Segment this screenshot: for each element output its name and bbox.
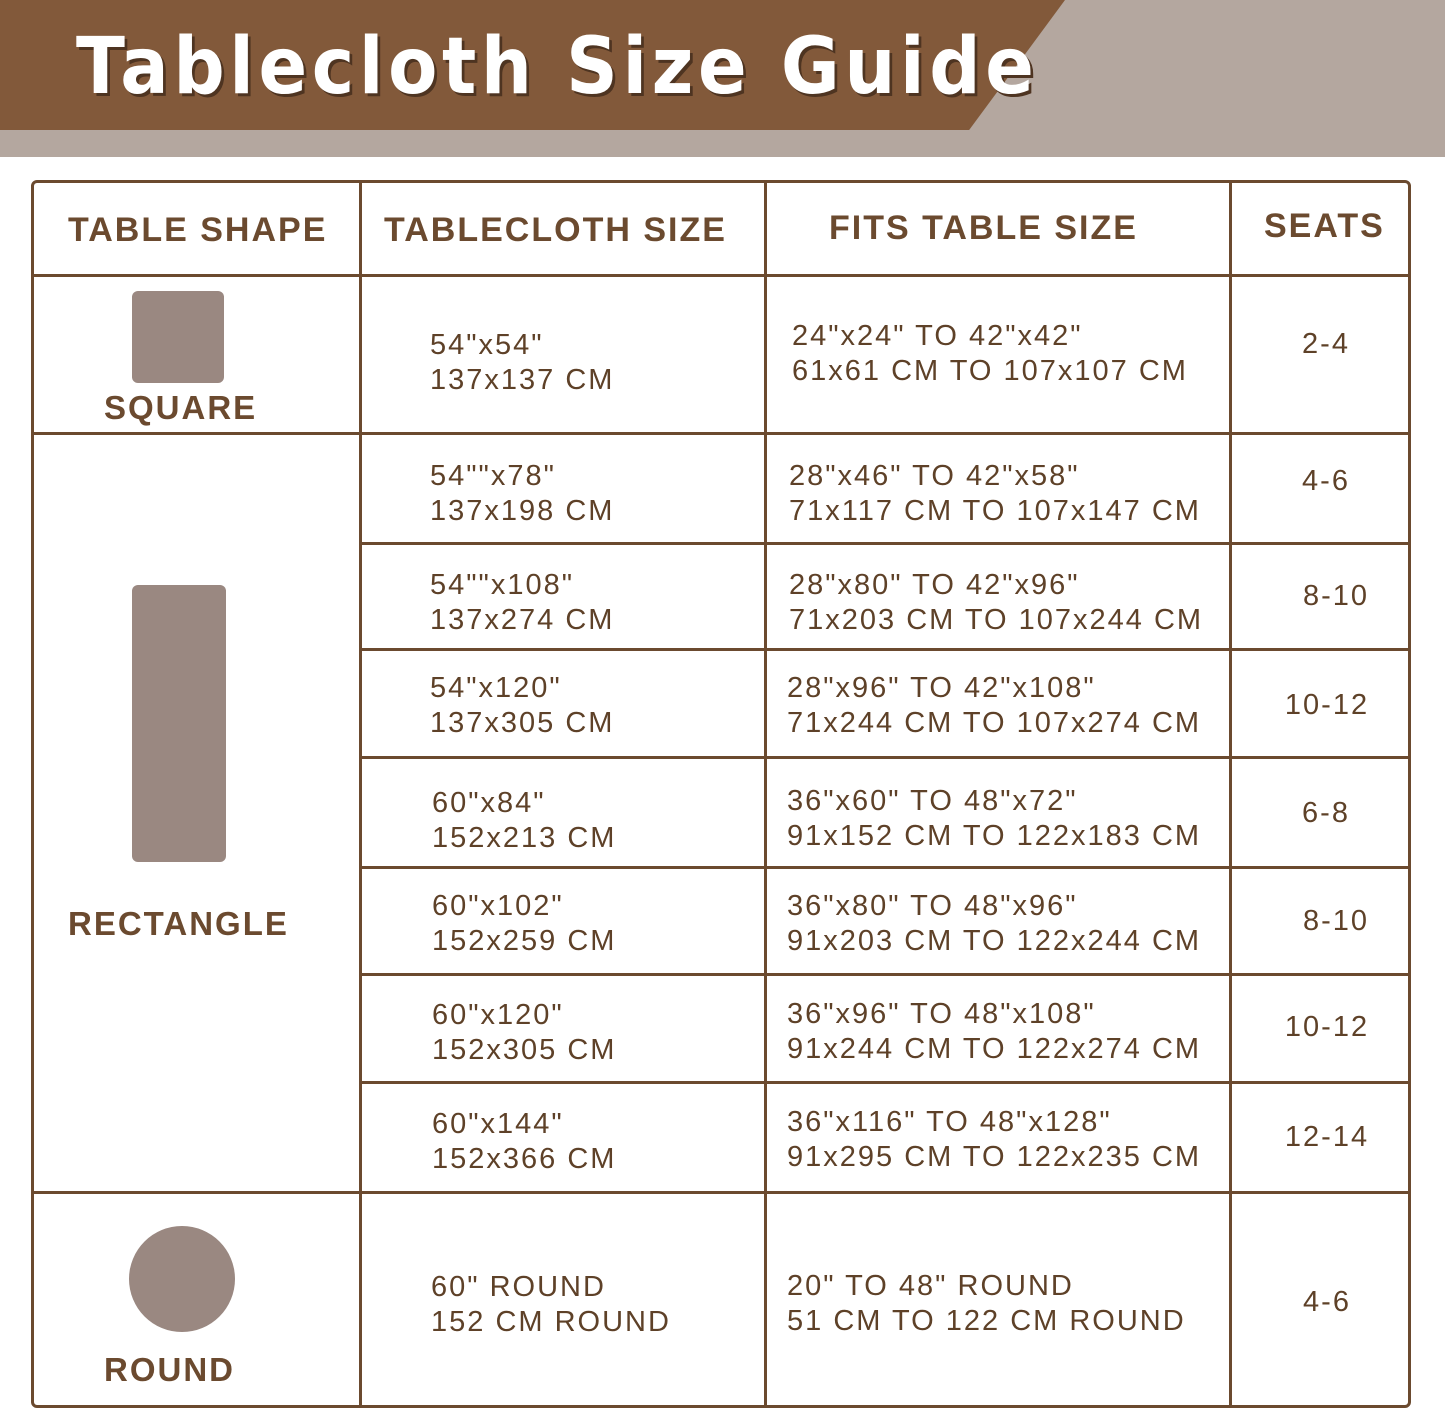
round-table-icon xyxy=(129,1226,235,1332)
row-divider xyxy=(359,866,1408,869)
tablecloth-size-inches: 60"x102" xyxy=(432,890,564,922)
table-row-7 xyxy=(432,1107,616,1177)
fits-size-cell xyxy=(787,671,1201,741)
fits-size-cm: 91x295 CM TO 122x235 CM xyxy=(787,1141,1202,1173)
table-row-0 xyxy=(430,328,614,398)
tablecloth-size-inches: 60" ROUND xyxy=(431,1271,606,1303)
seats-value: 10-12 xyxy=(1284,689,1370,721)
tablecloth-size-inches: 60"x120" xyxy=(432,999,564,1031)
tablecloth-size-cm: 152x259 CM xyxy=(432,925,617,957)
fits-size-inches: 28"x96" TO 42"x108" xyxy=(787,672,1096,704)
tablecloth-size-cm: 152 CM ROUND xyxy=(431,1306,671,1338)
fits-size-cm: 91x203 CM TO 122x244 CM xyxy=(787,925,1202,957)
fits-size-inches: 36"x80" TO 48"x96" xyxy=(787,890,1078,922)
row-divider xyxy=(34,274,1408,277)
seats-value: 12-14 xyxy=(1284,1121,1370,1153)
shape-label-round: ROUND xyxy=(104,1351,235,1388)
header-fits-table-size: FITS TABLE SIZE xyxy=(829,209,1138,247)
header-tablecloth-size: TABLECLOTH SIZE xyxy=(384,211,727,249)
tablecloth-size-inches: 54"x120" xyxy=(430,672,562,704)
fits-size-cell xyxy=(789,459,1201,529)
size-guide-table xyxy=(31,180,1411,1408)
fits-size-inches: 36"x96" TO 48"x108" xyxy=(787,998,1096,1030)
tablecloth-size-cm: 137x137 CM xyxy=(430,364,615,396)
rectangle-table-icon xyxy=(132,585,226,862)
tablecloth-size-cm: 152x305 CM xyxy=(432,1034,617,1066)
fits-size-cm: 91x152 CM TO 122x183 CM xyxy=(787,820,1202,852)
fits-size-inches: 24"x24" TO 42"x42" xyxy=(792,320,1083,352)
seats-value: 2-4 xyxy=(1302,328,1350,360)
tablecloth-size-inches: 60"x84" xyxy=(432,787,546,819)
tablecloth-size-cm: 137x198 CM xyxy=(430,495,615,527)
row-divider xyxy=(34,1191,1408,1194)
table-row-2 xyxy=(430,568,614,638)
fits-size-inches: 36"x116" TO 48"x128" xyxy=(787,1106,1112,1138)
header-table-shape: TABLE SHAPE xyxy=(68,211,328,249)
row-divider xyxy=(359,542,1408,545)
tablecloth-size-cm: 137x274 CM xyxy=(430,604,615,636)
table-row-6 xyxy=(432,998,616,1068)
shape-label-rectangle: RECTANGLE xyxy=(68,905,289,942)
column-divider xyxy=(764,183,767,1405)
fits-size-inches: 28"x80" TO 42"x96" xyxy=(789,569,1080,601)
table-row-1 xyxy=(430,459,614,529)
header-seats: SEATS xyxy=(1264,207,1385,245)
fits-size-cell xyxy=(789,568,1203,638)
fits-size-inches: 28"x46" TO 42"x58" xyxy=(789,460,1080,492)
seats-value: 8-10 xyxy=(1302,580,1370,612)
column-divider xyxy=(359,183,362,1405)
fits-size-cm: 71x117 CM TO 107x147 CM xyxy=(789,495,1201,527)
fits-size-cm: 91x244 CM TO 122x274 CM xyxy=(787,1033,1202,1065)
shape-label-square: SQUARE xyxy=(104,389,258,426)
fits-size-cm: 71x244 CM TO 107x274 CM xyxy=(787,707,1202,739)
tablecloth-size-cm: 152x213 CM xyxy=(432,822,617,854)
fits-size-cell xyxy=(787,889,1201,959)
table-row-8 xyxy=(431,1270,671,1340)
row-divider xyxy=(359,648,1408,651)
fits-size-cell xyxy=(787,1105,1201,1175)
tablecloth-size-inches: 54""x78" xyxy=(430,460,556,492)
tablecloth-size-inches: 60"x144" xyxy=(432,1108,564,1140)
seats-value: 6-8 xyxy=(1302,797,1350,829)
seats-value: 4-6 xyxy=(1302,465,1350,497)
tablecloth-size-inches: 54""x108" xyxy=(430,569,575,601)
seats-value: 10-12 xyxy=(1284,1011,1370,1043)
column-divider xyxy=(1229,183,1232,1405)
seats-value: 8-10 xyxy=(1302,905,1370,937)
fits-size-inches: 20" TO 48" ROUND xyxy=(787,1270,1074,1302)
tablecloth-size-cm: 137x305 CM xyxy=(430,707,615,739)
row-divider xyxy=(34,432,1408,435)
fits-size-cell xyxy=(792,319,1188,389)
fits-size-inches: 36"x60" TO 48"x72" xyxy=(787,785,1078,817)
square-table-icon xyxy=(132,291,224,383)
table-row-4 xyxy=(432,786,616,856)
seats-value: 4-6 xyxy=(1303,1286,1351,1318)
table-row-5 xyxy=(432,889,616,959)
row-divider xyxy=(359,756,1408,759)
table-row-3 xyxy=(430,671,614,741)
fits-size-cell xyxy=(787,1269,1186,1339)
fits-size-cm: 61x61 CM TO 107x107 CM xyxy=(792,355,1188,387)
tablecloth-size-cm: 152x366 CM xyxy=(432,1143,617,1175)
page-title: Tablecloth Size Guide xyxy=(76,22,1039,112)
fits-size-cm: 51 CM TO 122 CM ROUND xyxy=(787,1305,1186,1337)
row-divider xyxy=(359,1081,1408,1084)
row-divider xyxy=(359,973,1408,976)
fits-size-cell xyxy=(787,784,1201,854)
fits-size-cell xyxy=(787,997,1201,1067)
tablecloth-size-inches: 54"x54" xyxy=(430,329,544,361)
fits-size-cm: 71x203 CM TO 107x244 CM xyxy=(789,604,1204,636)
